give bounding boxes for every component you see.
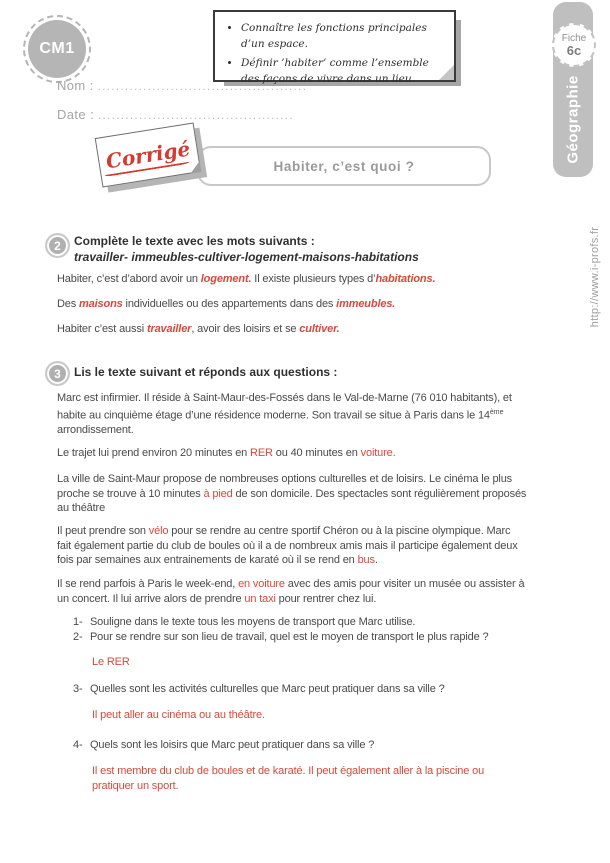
level-badge: [23, 15, 91, 83]
level-badge-label: CM1: [28, 20, 86, 78]
answer-2: Le RER: [92, 656, 130, 668]
website-vertical-text: http://www.i-profs.fr: [589, 226, 601, 328]
objectives-box: [213, 10, 456, 85]
question-1-text: Souligne dans le texte tous les moyens de transport que Marc utilise.: [90, 616, 416, 628]
question-3: [73, 682, 445, 697]
date-dotted-line: ...........................................: [98, 110, 295, 122]
exercise3-number-badge: 3: [45, 361, 70, 386]
question-2-text: Pour se rendre sur son lieu de travail, quel est le moyen de transport le plus rapide ?: [90, 630, 489, 643]
date-label: Date :: [57, 107, 95, 122]
reading-paragraph: Il peut prendre son vélo pour se rendre au centre sportif Chéron ou à la piscine olympique. Marc fait également partie du club de boules où il a de nombreux amis mais il participe également deux fois par semaines aux entrainements de karaté où il se rend en bus.: [57, 525, 518, 566]
name-label: Nom :: [57, 78, 94, 93]
question-4-number: 4-: [73, 739, 83, 751]
exercise3-heading: Lis le texte suivant et réponds aux questions :: [74, 365, 338, 379]
exercise2-number-badge: 2: [45, 233, 70, 258]
question-list: [73, 615, 488, 644]
question-2: [73, 630, 488, 645]
fiche-badge: [552, 23, 596, 67]
corrige-label: Corrigé: [104, 136, 192, 174]
question-2-number: 2-: [73, 630, 83, 643]
page-curl-decoration: [439, 65, 454, 80]
fiche-label: Fiche: [561, 32, 587, 44]
date-field: [57, 107, 294, 122]
name-field: [57, 78, 307, 93]
question-4-text: Quels sont les loisirs que Marc peut pratiquer dans sa ville ?: [90, 739, 375, 751]
reading-paragraph: Le trajet lui prend environ 20 minutes en RER ou 40 minutes en voiture.: [57, 447, 396, 459]
answer-3: Il peut aller au cinéma ou au théâtre.: [92, 709, 265, 721]
question-3-text: Quelles sont les activités culturelles que Marc peut pratiquer dans sa ville ?: [90, 683, 445, 695]
name-dotted-line: ..............................................: [97, 81, 308, 93]
corrige-note: [95, 122, 202, 187]
reading-paragraph: La ville de Saint-Maur propose de nombreuses options culturelles et de loisirs. Le cinéma le plus proche se trouve à 10 minutes à pied de son domicile. Des spectacles sont régulièrement proposés au théâtre: [57, 473, 527, 514]
exercise2-word-bank: travailler- immeubles-cultiver-logement-maisons-habitations: [74, 250, 419, 264]
note-fold-decoration: [189, 161, 202, 174]
objective-item: • Définir ’habiter’ comme l’ensemble des façons de vivre dans un lieu.: [241, 55, 444, 87]
exercise2-filled-text: Habiter, c’est d’abord avoir un logement. Il existe plusieurs types d’habitations. Des maisons individuelles ou des appartements dans des immeubles. Habiter c’est aussi travailler, avoir des loisirs et se cultiver.: [57, 273, 436, 335]
question-4: [73, 738, 374, 753]
exercise2-instruction: Complète le texte avec les mots suivants :: [74, 234, 315, 248]
question-3-number: 3-: [73, 683, 83, 695]
page-title: Habiter, c’est quoi ?: [273, 158, 415, 174]
title-banner: [197, 146, 491, 186]
question-1: [73, 615, 488, 630]
answer-4: Il est membre du club de boules et de karaté. Il peut également aller à la piscine ou pratiquer un sport.: [92, 765, 485, 792]
objective-item: • Connaître les fonctions principales d’un espace.: [241, 20, 444, 52]
fiche-number: 6c: [566, 42, 582, 58]
subject-label: Géographie: [564, 75, 582, 164]
exercise2-heading: [74, 233, 419, 265]
reading-paragraph: Il se rend parfois à Paris le week-end, en voiture avec des amis pour visiter un musée ou assister à un concert. Il lui arrive alors de prendre un taxi pour rentrer chez lui.: [57, 578, 525, 605]
question-1-number: 1-: [73, 616, 83, 628]
reading-paragraph: Marc est infirmier. Il réside à Saint-Maur-des-Fossés dans le Val-de-Marne (76 010 habitants), et habite au cinquième étage d’une résidence moderne. Son travail se situe à Paris dans le 14ème arrondissement.: [57, 392, 512, 436]
